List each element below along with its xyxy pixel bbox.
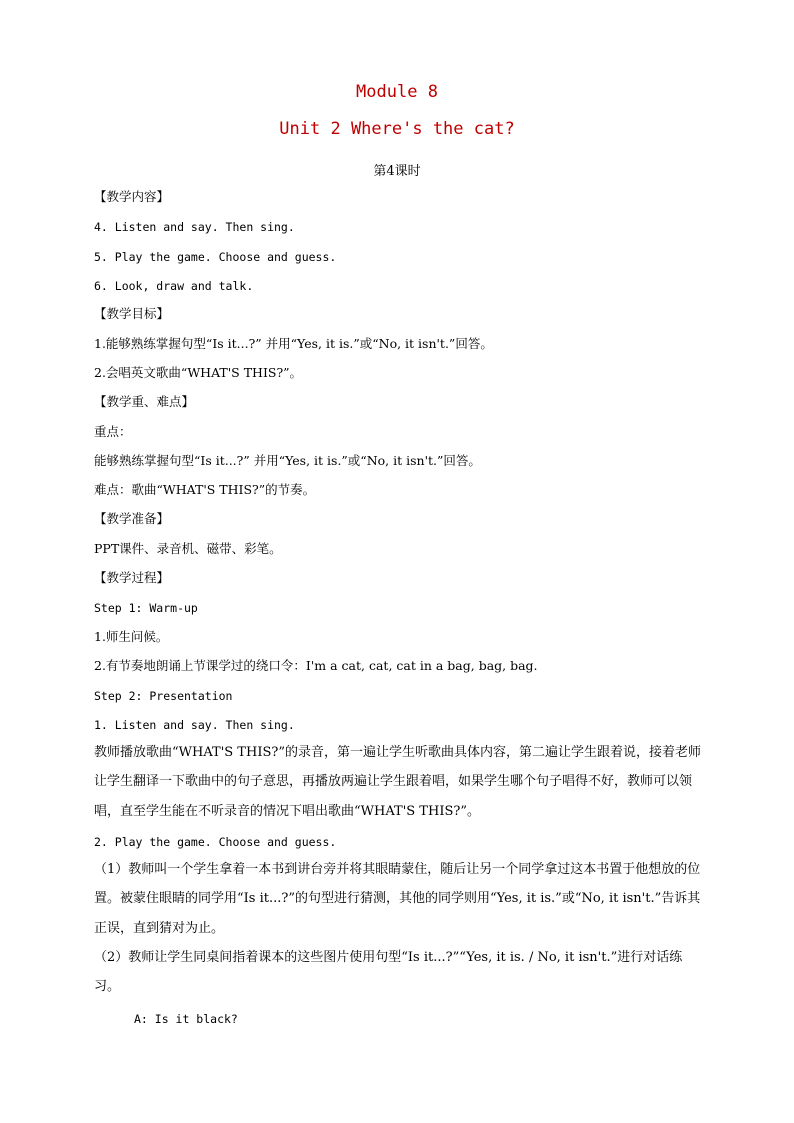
step1-item: 1.师生问候。 [94,629,169,644]
content-item: 6. Look, draw and talk. [94,279,254,293]
goals-heading: 【教学目标】 [94,306,170,321]
dialogue-line: A: Is it black? [134,1012,238,1026]
key-point: 能够熟练掌握句型“Is it...?” 并用“Yes, it is.”或“No, it isn't.”回答。 [94,453,481,468]
key-heading: 【教学重、难点】 [94,394,195,409]
content-item: 5. Play the game. Choose and guess. [94,250,337,264]
step2-item1-body: 教师播放歌曲“WHAT'S THIS?”的录音，第一遍让学生听歌曲具体内容，第二遍让学生跟着说，接着老师让学生翻译一下歌曲中的句子意思，再播放两遍让学生跟着唱，如果学生哪个句子唱得不好，教师可以领唱，直至学生能在不听录音的情况下唱出歌曲“WHAT'S THIS?”。 [94,745,701,819]
step2-item1-title: 1. Listen and say. Then sing. [94,718,295,732]
module-title: Module 8 [356,82,438,102]
goal-item: 2.会唱英文歌曲“WHAT'S THIS?”。 [94,365,303,380]
content-item: 4. Listen and say. Then sing. [94,220,295,234]
step1-item: 2.有节奏地朗诵上节课学过的绕口令：I'm a cat, cat, cat in a bag, bag, bag. [94,658,538,673]
step1-title: Step 1: Warm-up [94,601,198,615]
key-label: 重点： [94,424,132,439]
goal-item: 1.能够熟练掌握句型“Is it...?” 并用“Yes, it is.”或“No, it isn't.”回答。 [94,336,493,351]
difficult-point: 难点：歌曲“WHAT'S THIS?”的节奏。 [94,482,316,497]
prep-heading: 【教学准备】 [94,511,170,526]
step2-item2-paragraph: （2）教师让学生同桌间指着课本的这些图片使用句型“Is it...?”“Yes, it is. / No, it isn't.”进行对话练习。 [94,950,683,995]
process-heading: 【教学过程】 [94,570,170,585]
prep-text: PPT课件、录音机、磁带、彩笔。 [94,541,282,556]
step2-title: Step 2: Presentation [94,689,233,703]
unit-title: Unit 2 Where's the cat? [279,119,515,139]
content-heading: 【教学内容】 [94,189,170,204]
lesson-label: 第4课时 [373,164,421,179]
step2-item2-paragraph: （1）教师叫一个学生拿着一本书到讲台旁并将其眼睛蒙住，随后让另一个同学拿过这本书置于他想放的位置。被蒙住眼睛的同学用“Is it...?”的句型进行猜测，其他的同学则用“Yes, it is.”或“No, it isn't.”告诉其正误，直到猜对为止。 [94,862,701,936]
step2-item2-title: 2. Play the game. Choose and guess. [94,835,337,849]
